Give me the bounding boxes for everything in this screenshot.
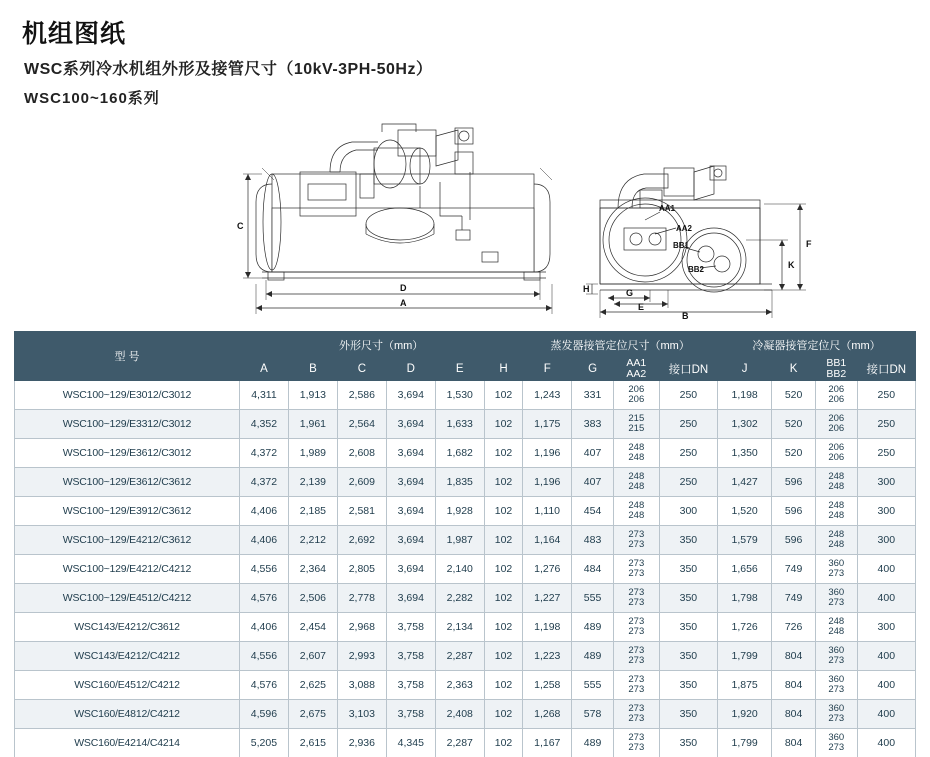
dim-label-f: F [806,239,812,249]
cell-model: WSC100~129/E3312/C3012 [15,410,240,439]
cell-model: WSC100~129/E3912/C3612 [15,497,240,526]
cell-dn-evap: 350 [659,584,717,613]
cell-j: 1,799 [718,642,772,671]
table-row [15,613,916,642]
cell-j: 1,726 [718,613,772,642]
cell-model: WSC100~129/E4212/C4212 [15,555,240,584]
cell-dn-evap: 350 [659,671,717,700]
cell-f: 1,243 [523,381,572,410]
dim-label-e: E [638,302,645,312]
cell-d: 3,694 [386,584,435,613]
col-h: H [484,358,523,381]
cell-f: 1,175 [523,410,572,439]
cell-g: 454 [572,497,614,526]
cell-b: 2,615 [288,729,337,757]
cell-g: 331 [572,381,614,410]
cell-c: 2,936 [337,729,386,757]
cell-c: 2,968 [337,613,386,642]
col-a: A [239,358,288,381]
cell-d: 3,694 [386,410,435,439]
cell-e: 2,134 [435,613,484,642]
dim-label-h: H [583,284,590,294]
cell-a: 4,556 [239,555,288,584]
cell-model: WSC143/E4212/C4212 [15,642,240,671]
cell-dn-evap: 250 [659,468,717,497]
cell-dn-cond: 250 [857,439,915,468]
cell-j: 1,799 [718,729,772,757]
cell-k: 749 [772,555,816,584]
cell-aa: 248 248 [613,468,659,497]
cell-f: 1,164 [523,526,572,555]
table-row [15,439,916,468]
table-row [15,410,916,439]
cell-g: 489 [572,642,614,671]
cell-a: 4,406 [239,613,288,642]
table-row [15,700,916,729]
cell-bb: 206 206 [815,439,857,468]
cell-dn-evap: 300 [659,497,717,526]
table-row [15,729,916,757]
table-row [15,526,916,555]
cell-f: 1,198 [523,613,572,642]
cell-b: 2,364 [288,555,337,584]
cell-dn-cond: 400 [857,642,915,671]
cell-e: 2,140 [435,555,484,584]
col-d: D [386,358,435,381]
cell-bb: 248 248 [815,613,857,642]
cell-model: WSC160/E4512/C4212 [15,671,240,700]
spec-table-body [15,381,916,757]
cell-dn-evap: 350 [659,555,717,584]
cell-bb: 360 273 [815,729,857,757]
page-title: 机组图纸 [22,20,127,48]
cell-k: 596 [772,497,816,526]
col-dn-evap: 接口DN [659,358,717,381]
cell-dn-cond: 400 [857,729,915,757]
cell-d: 3,694 [386,439,435,468]
cell-dn-cond: 250 [857,381,915,410]
col-j: J [718,358,772,381]
cell-k: 726 [772,613,816,642]
cell-b: 2,607 [288,642,337,671]
cell-f: 1,110 [523,497,572,526]
cell-f: 1,196 [523,439,572,468]
dim-label-b: B [682,311,689,321]
cell-b: 2,212 [288,526,337,555]
cell-e: 1,835 [435,468,484,497]
dim-label-d: D [400,283,407,293]
col-dn-cond: 接口DN [857,358,915,381]
cell-bb: 248 248 [815,526,857,555]
table-row [15,497,916,526]
cell-d: 3,694 [386,555,435,584]
cell-g: 407 [572,439,614,468]
cell-aa: 273 273 [613,555,659,584]
cell-g: 383 [572,410,614,439]
cell-e: 1,633 [435,410,484,439]
cell-bb: 248 248 [815,468,857,497]
cell-g: 483 [572,526,614,555]
cell-j: 1,198 [718,381,772,410]
col-group-model: 型 号 [15,332,240,381]
dim-label-bb2: BB2 [688,265,705,274]
cell-a: 4,372 [239,468,288,497]
cell-dn-evap: 350 [659,642,717,671]
cell-c: 2,692 [337,526,386,555]
cell-h: 102 [484,584,523,613]
cell-bb: 206 206 [815,381,857,410]
cell-dn-cond: 300 [857,613,915,642]
dim-label-c: C [237,221,244,231]
spec-table [14,331,916,757]
dim-label-aa2: AA2 [676,224,693,233]
col-k: K [772,358,816,381]
dim-label-aa1: AA1 [659,204,676,213]
cell-k: 596 [772,526,816,555]
table-row [15,584,916,613]
cell-model: WSC160/E4812/C4212 [15,700,240,729]
cell-c: 2,608 [337,439,386,468]
cell-e: 1,530 [435,381,484,410]
cell-e: 2,363 [435,671,484,700]
cell-h: 102 [484,497,523,526]
cell-e: 1,682 [435,439,484,468]
col-b: B [288,358,337,381]
cell-dn-cond: 400 [857,671,915,700]
cell-d: 3,758 [386,642,435,671]
cell-aa: 273 273 [613,729,659,757]
cell-dn-cond: 400 [857,700,915,729]
cell-k: 804 [772,729,816,757]
cell-b: 1,989 [288,439,337,468]
cell-g: 489 [572,729,614,757]
cell-h: 102 [484,410,523,439]
cell-dn-cond: 300 [857,526,915,555]
cell-f: 1,167 [523,729,572,757]
cell-j: 1,875 [718,671,772,700]
cell-b: 1,913 [288,381,337,410]
cell-bb: 360 273 [815,584,857,613]
cell-h: 102 [484,729,523,757]
cell-aa: 273 273 [613,613,659,642]
cell-aa: 273 273 [613,642,659,671]
table-row [15,381,916,410]
cell-k: 804 [772,700,816,729]
cell-dn-evap: 250 [659,410,717,439]
dim-label-bb1: BB1 [673,241,690,250]
dim-label-g: G [626,288,634,298]
cell-k: 596 [772,468,816,497]
cell-j: 1,427 [718,468,772,497]
cell-k: 520 [772,439,816,468]
cell-bb: 206 206 [815,410,857,439]
cell-e: 2,282 [435,584,484,613]
cell-c: 2,581 [337,497,386,526]
cell-g: 484 [572,555,614,584]
cell-a: 4,406 [239,497,288,526]
cell-aa: 206 206 [613,381,659,410]
cell-j: 1,350 [718,439,772,468]
col-bb1-label: BB1 [826,357,847,369]
cell-aa: 248 248 [613,497,659,526]
cell-dn-evap: 350 [659,526,717,555]
cell-g: 407 [572,468,614,497]
cell-a: 4,406 [239,526,288,555]
cell-k: 804 [772,671,816,700]
cell-dn-cond: 400 [857,584,915,613]
cell-a: 4,596 [239,700,288,729]
cell-b: 2,675 [288,700,337,729]
col-aa2-label: AA2 [626,368,647,381]
cell-a: 4,372 [239,439,288,468]
cell-k: 520 [772,410,816,439]
cell-j: 1,520 [718,497,772,526]
cell-aa: 273 273 [613,700,659,729]
cell-h: 102 [484,439,523,468]
cell-h: 102 [484,468,523,497]
cell-dn-evap: 250 [659,381,717,410]
col-group-evaporator: 蒸发器接管定位尺寸（mm） [523,332,718,358]
cell-g: 555 [572,584,614,613]
cell-d: 3,758 [386,613,435,642]
cell-j: 1,920 [718,700,772,729]
cell-b: 2,454 [288,613,337,642]
cell-dn-evap: 350 [659,613,717,642]
cell-bb: 248 248 [815,497,857,526]
cell-c: 3,088 [337,671,386,700]
cell-f: 1,196 [523,468,572,497]
cell-d: 3,694 [386,381,435,410]
cell-model: WSC100~129/E3612/C3612 [15,468,240,497]
cell-b: 2,139 [288,468,337,497]
cell-j: 1,798 [718,584,772,613]
cell-g: 489 [572,613,614,642]
cell-c: 2,993 [337,642,386,671]
cell-d: 3,758 [386,700,435,729]
cell-a: 4,352 [239,410,288,439]
col-f: F [523,358,572,381]
cell-f: 1,276 [523,555,572,584]
cell-b: 2,185 [288,497,337,526]
document-header [0,0,930,108]
cell-e: 2,287 [435,729,484,757]
cell-dn-evap: 250 [659,439,717,468]
dim-label-a: A [400,298,407,308]
cell-bb: 360 273 [815,700,857,729]
cell-k: 749 [772,584,816,613]
cell-f: 1,258 [523,671,572,700]
cell-c: 2,586 [337,381,386,410]
cell-d: 3,694 [386,526,435,555]
cell-j: 1,579 [718,526,772,555]
cell-j: 1,656 [718,555,772,584]
cell-c: 3,103 [337,700,386,729]
cell-e: 2,287 [435,642,484,671]
col-c: C [337,358,386,381]
cell-d: 3,758 [386,671,435,700]
cell-b: 2,506 [288,584,337,613]
cell-dn-cond: 300 [857,468,915,497]
cell-f: 1,268 [523,700,572,729]
cell-h: 102 [484,555,523,584]
cell-bb: 360 273 [815,642,857,671]
cell-j: 1,302 [718,410,772,439]
cell-model: WSC100~129/E3012/C3012 [15,381,240,410]
cell-b: 1,961 [288,410,337,439]
dim-label-k: K [788,260,795,270]
cell-d: 3,694 [386,468,435,497]
cell-f: 1,223 [523,642,572,671]
cell-model: WSC100~129/E3612/C3012 [15,439,240,468]
cell-c: 2,778 [337,584,386,613]
col-aa [613,358,659,381]
cell-h: 102 [484,381,523,410]
cell-b: 2,625 [288,671,337,700]
cell-aa: 273 273 [613,584,659,613]
cell-aa: 248 248 [613,439,659,468]
cell-a: 4,576 [239,671,288,700]
table-row [15,642,916,671]
drawing-svg [0,112,930,327]
cell-h: 102 [484,671,523,700]
cell-aa: 273 273 [613,526,659,555]
page-subtitle-series: WSC100~160系列 [24,90,160,107]
technical-drawing [0,112,930,327]
cell-e: 1,928 [435,497,484,526]
page-subtitle: WSC系列冷水机组外形及接管尺寸（10kV-3PH-50Hz） [24,61,433,78]
col-group-dimensions: 外形尺寸（mm） [239,332,522,358]
cell-c: 2,609 [337,468,386,497]
table-row [15,468,916,497]
cell-k: 520 [772,381,816,410]
col-aa1-label: AA1 [626,357,647,369]
col-bb2-label: BB2 [826,368,847,381]
cell-model: WSC143/E4212/C3612 [15,613,240,642]
col-e: E [435,358,484,381]
col-g: G [572,358,614,381]
cell-a: 4,576 [239,584,288,613]
cell-dn-cond: 300 [857,497,915,526]
cell-a: 5,205 [239,729,288,757]
cell-f: 1,227 [523,584,572,613]
cell-aa: 273 273 [613,671,659,700]
cell-h: 102 [484,613,523,642]
cell-h: 102 [484,642,523,671]
cell-k: 804 [772,642,816,671]
cell-c: 2,564 [337,410,386,439]
cell-a: 4,311 [239,381,288,410]
cell-model: WSC100~129/E4212/C3612 [15,526,240,555]
cell-dn-evap: 350 [659,729,717,757]
spec-table-wrapper [0,331,930,757]
cell-e: 2,408 [435,700,484,729]
cell-bb: 360 273 [815,671,857,700]
cell-h: 102 [484,700,523,729]
col-bb [815,358,857,381]
table-row [15,555,916,584]
cell-dn-cond: 400 [857,555,915,584]
table-row [15,671,916,700]
cell-dn-evap: 350 [659,700,717,729]
cell-g: 578 [572,700,614,729]
cell-model: WSC160/E4214/C4214 [15,729,240,757]
col-group-condenser: 冷凝器接管定位尺（mm） [718,332,916,358]
cell-d: 3,694 [386,497,435,526]
cell-bb: 360 273 [815,555,857,584]
cell-a: 4,556 [239,642,288,671]
cell-d: 4,345 [386,729,435,757]
cell-e: 1,987 [435,526,484,555]
cell-h: 102 [484,526,523,555]
cell-model: WSC100~129/E4512/C4212 [15,584,240,613]
cell-g: 555 [572,671,614,700]
cell-aa: 215 215 [613,410,659,439]
cell-dn-cond: 250 [857,410,915,439]
cell-c: 2,805 [337,555,386,584]
